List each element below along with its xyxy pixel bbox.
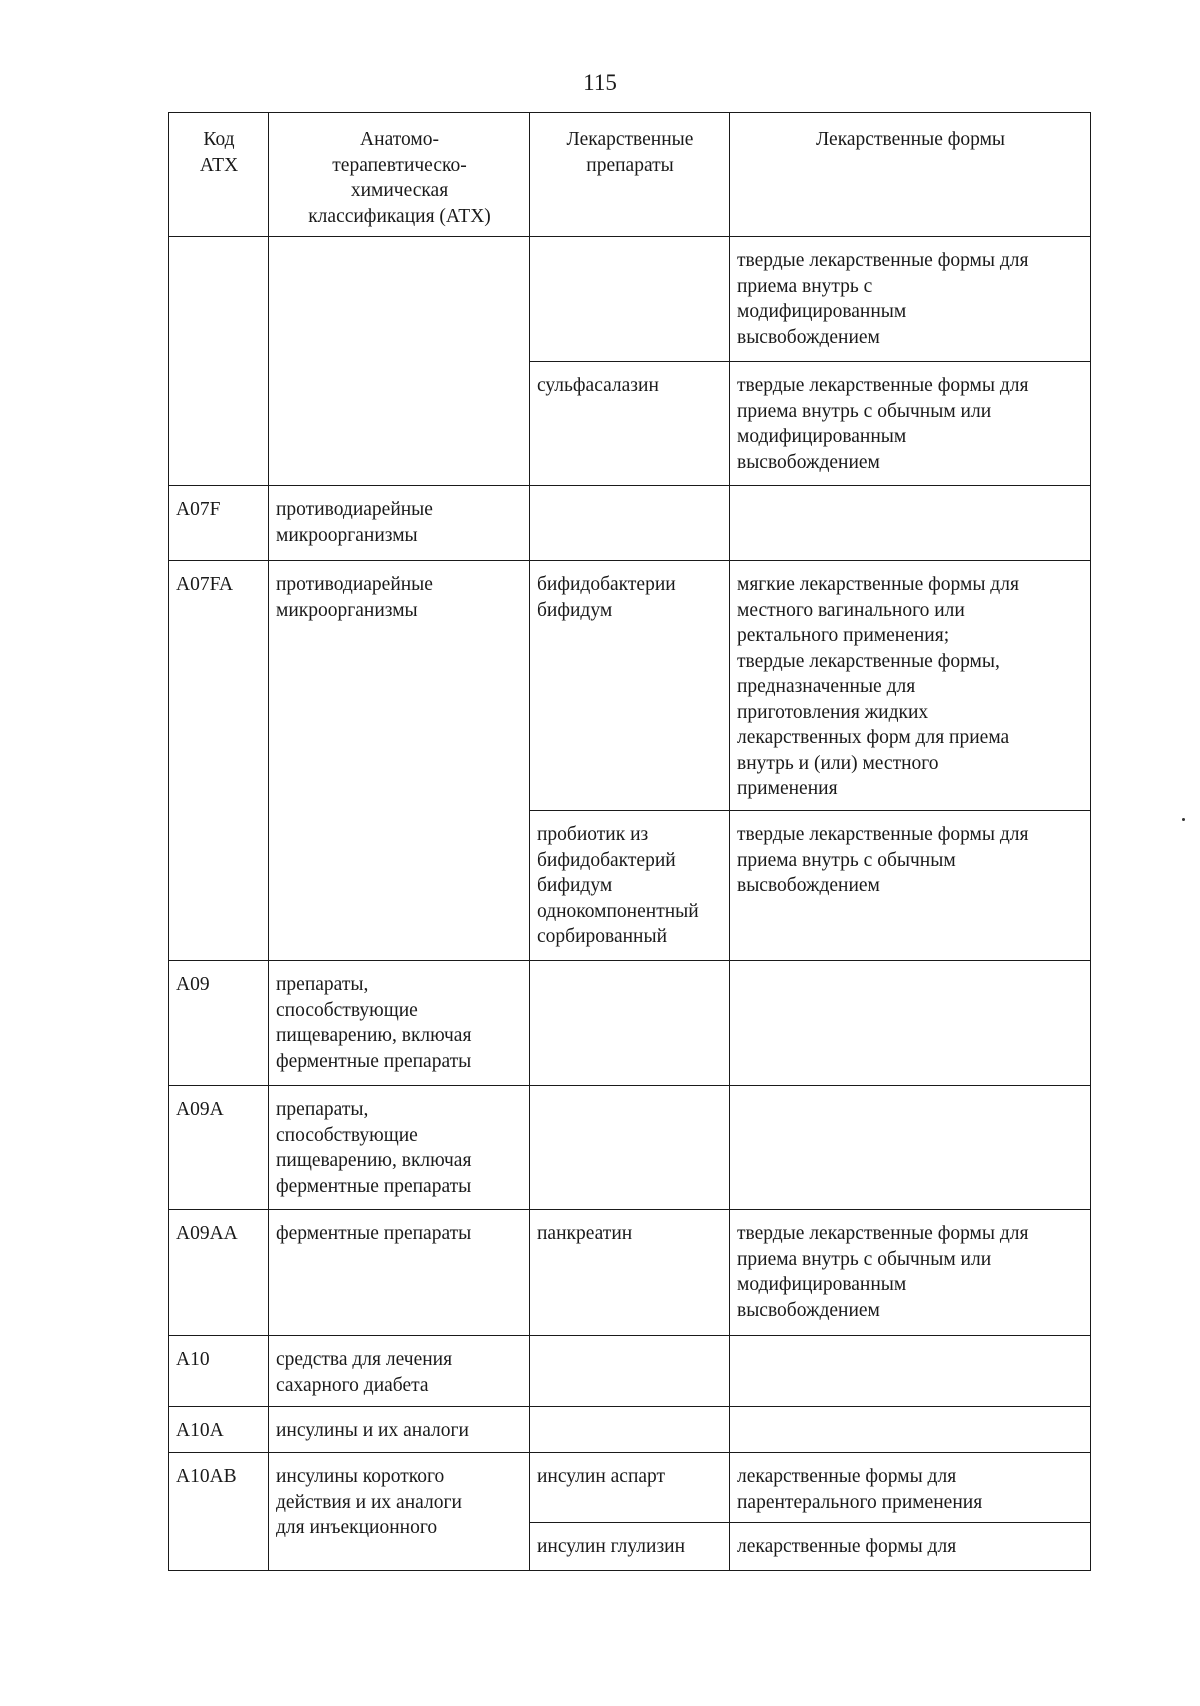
dosage-form-cell: твердые лекарственные формы для приема внутрь с обычным или модифицированным высвобождением bbox=[730, 1210, 1091, 1336]
drug-cell: пробиотик из бифидобактерий бифидум однокомпонентный сорбированный bbox=[530, 811, 730, 961]
table-row bbox=[169, 961, 1091, 1086]
dosage-form-cell bbox=[730, 486, 1091, 561]
atc-code-cell bbox=[169, 237, 269, 486]
dosage-form-cell bbox=[730, 1086, 1091, 1210]
atc-classification-cell: противодиарейные микроорганизмы bbox=[269, 486, 530, 561]
drug-cell: панкреатин bbox=[530, 1210, 730, 1336]
drug-cell bbox=[530, 237, 730, 362]
atc-classification-cell bbox=[269, 237, 530, 486]
table-row bbox=[169, 1210, 1091, 1336]
atc-code-cell: A10A bbox=[169, 1407, 269, 1453]
atc-classification-cell: противодиарейные микроорганизмы bbox=[269, 561, 530, 961]
table-row bbox=[169, 1453, 1091, 1523]
drug-cell: инсулин глулизин bbox=[530, 1523, 730, 1571]
atc-classification-cell: средства для лечения сахарного диабета bbox=[269, 1336, 530, 1407]
drug-cell bbox=[530, 1086, 730, 1210]
dosage-form-cell: твердые лекарственные формы для приема внутрь с обычным высвобождением bbox=[730, 811, 1091, 961]
dosage-form-cell bbox=[730, 1336, 1091, 1407]
atc-drug-table bbox=[168, 112, 1091, 1571]
atc-code-cell: A09A bbox=[169, 1086, 269, 1210]
table-row bbox=[169, 1407, 1091, 1453]
header-atc-classification: Анатомо- терапевтическо- химическая классификация (АТХ) bbox=[269, 113, 530, 237]
dosage-form-cell: твердые лекарственные формы для приема внутрь с модифицированным высвобождением bbox=[730, 237, 1091, 362]
drug-cell bbox=[530, 1336, 730, 1407]
table-row bbox=[169, 561, 1091, 811]
drug-cell bbox=[530, 486, 730, 561]
drug-cell: сульфасалазин bbox=[530, 362, 730, 486]
atc-classification-cell: препараты, способствующие пищеварению, включая ферментные препараты bbox=[269, 961, 530, 1086]
atc-code-cell: A09AA bbox=[169, 1210, 269, 1336]
dosage-form-cell: твердые лекарственные формы для приема внутрь с обычным или модифицированным высвобождением bbox=[730, 362, 1091, 486]
header-dosage-forms: Лекарственные формы bbox=[730, 113, 1091, 237]
atc-code-cell: A07F bbox=[169, 486, 269, 561]
drug-cell bbox=[530, 961, 730, 1086]
table-row bbox=[169, 486, 1091, 561]
header-atc-code: Код АТХ bbox=[169, 113, 269, 237]
header-drugs: Лекарственные препараты bbox=[530, 113, 730, 237]
dosage-form-cell bbox=[730, 1407, 1091, 1453]
atc-code-cell: A07FA bbox=[169, 561, 269, 961]
page-number: 115 bbox=[583, 70, 617, 95]
drug-cell bbox=[530, 1407, 730, 1453]
drug-cell: инсулин аспарт bbox=[530, 1453, 730, 1523]
atc-classification-cell: ферментные препараты bbox=[269, 1210, 530, 1336]
atc-code-cell: A10 bbox=[169, 1336, 269, 1407]
atc-classification-cell: препараты, способствующие пищеварению, включая ферментные препараты bbox=[269, 1086, 530, 1210]
atc-classification-cell: инсулины и их аналоги bbox=[269, 1407, 530, 1453]
drug-cell: бифидобактерии бифидум bbox=[530, 561, 730, 811]
atc-code-cell: A09 bbox=[169, 961, 269, 1086]
table-row bbox=[169, 1336, 1091, 1407]
table-row bbox=[169, 237, 1091, 362]
dosage-form-cell: лекарственные формы для парентерального применения bbox=[730, 1453, 1091, 1523]
dosage-form-cell bbox=[730, 961, 1091, 1086]
atc-classification-cell: инсулины короткого действия и их аналоги для инъекционного bbox=[269, 1453, 530, 1571]
dosage-form-cell: лекарственные формы для bbox=[730, 1523, 1091, 1571]
table-header-row bbox=[169, 113, 1091, 237]
scan-speck bbox=[1182, 818, 1185, 821]
atc-code-cell: A10AB bbox=[169, 1453, 269, 1571]
table-row bbox=[169, 1086, 1091, 1210]
dosage-form-cell: мягкие лекарственные формы для местного вагинального или ректального применения; твердые лекарственные формы, предназначенные для приготовления жидких лекарственных форм для приема внутрь и (или) местного применения bbox=[730, 561, 1091, 811]
